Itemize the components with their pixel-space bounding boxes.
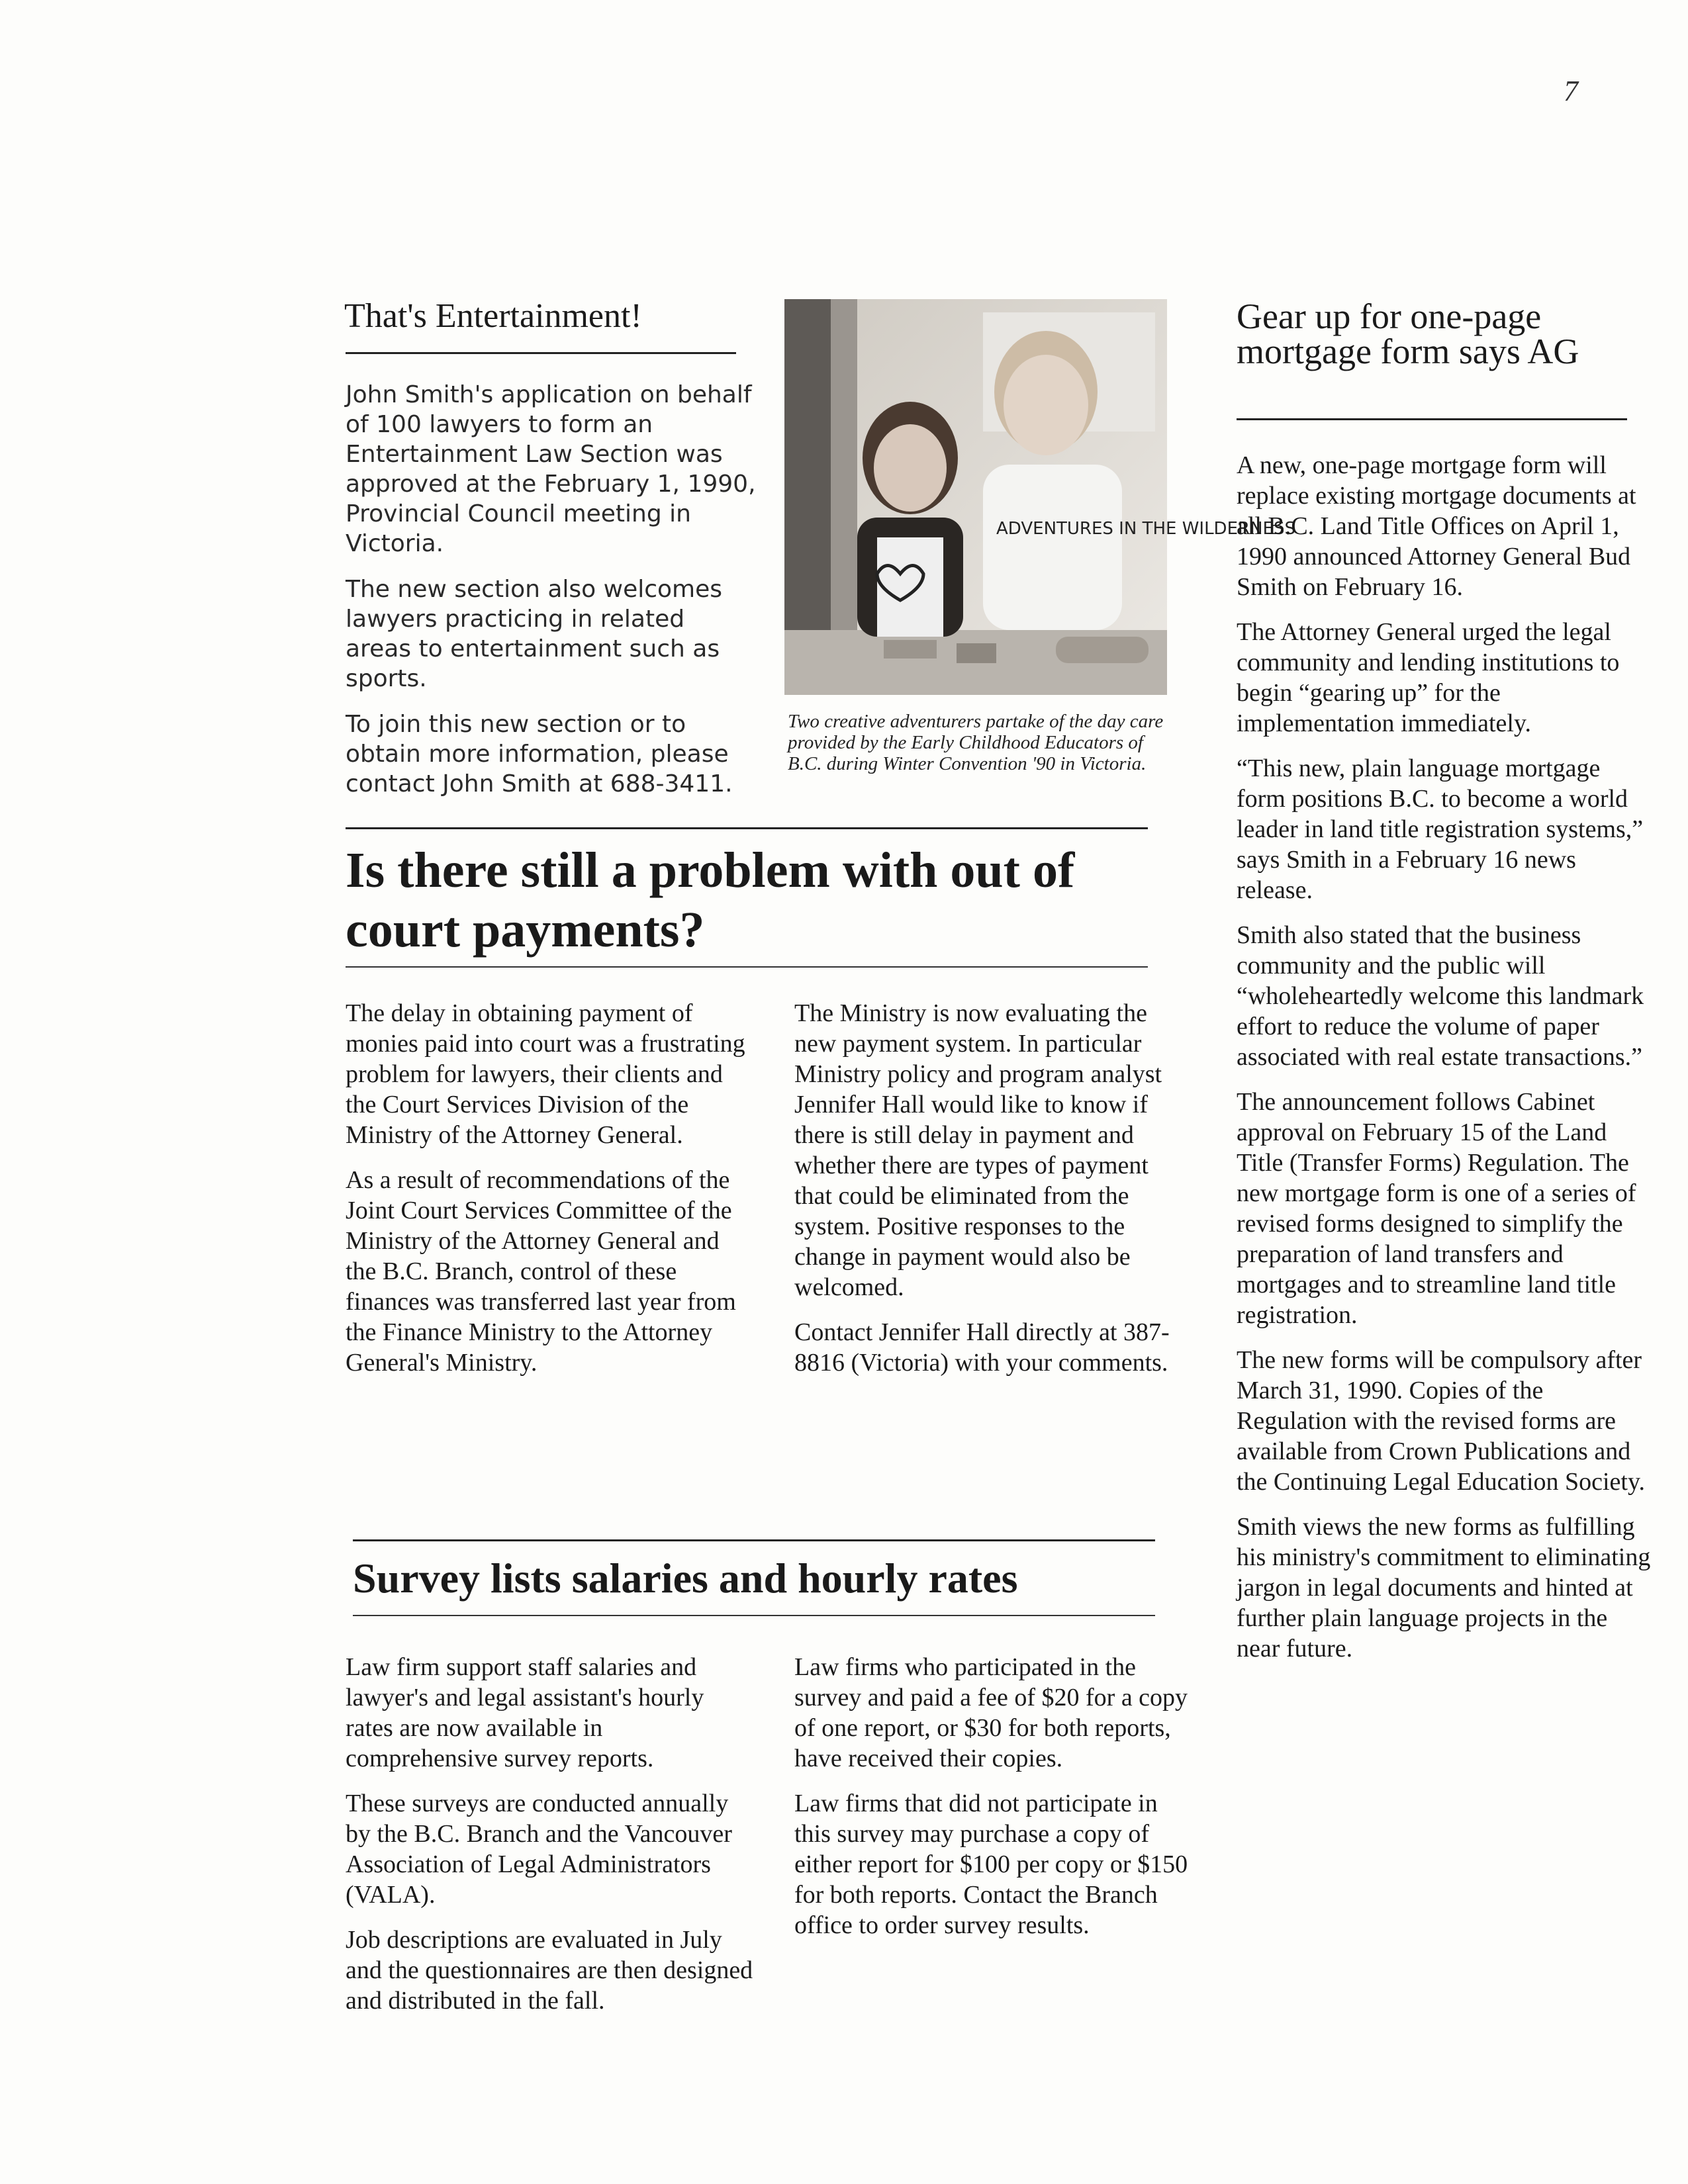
survey-top-rule bbox=[353, 1539, 1155, 1541]
court-top-rule bbox=[346, 827, 1148, 829]
entertainment-paragraph: The new section also welcomes lawyers practicing in related areas to entertainment such as sports. bbox=[346, 576, 723, 692]
survey-headline-rule bbox=[353, 1615, 1155, 1616]
mortgage-headline-rule bbox=[1237, 418, 1627, 420]
mortgage-article bbox=[1237, 450, 1654, 1678]
survey-paragraph: These surveys are conducted annually by the B.C. Branch and the Vancouver Association of Legal Administrators (VALA). bbox=[346, 1790, 732, 1909]
survey-paragraph: Job descriptions are evaluated in July and the questionnaires are then designed and distributed in the fall. bbox=[346, 1926, 753, 2015]
mortgage-paragraph: The Attorney General urged the legal community and lending institutions to begin “gearing up” for the implementation immediately. bbox=[1237, 618, 1620, 737]
mortgage-paragraph: A new, one-page mortgage form will replace existing mortgage documents at all B.C. Land Title Offices on April 1, 1990 announced Attorney General Bud Smith on February 16. bbox=[1237, 451, 1636, 601]
survey-column-1 bbox=[346, 1652, 756, 2030]
mortgage-paragraph: Smith views the new forms as fulfilling his ministry's commitment to eliminating jargon in legal documents and hinted at further plain language projects in the near future. bbox=[1237, 1513, 1651, 1662]
shirt-print: ADVENTURES IN THE WILDERNESS bbox=[996, 519, 1295, 539]
survey-column-2 bbox=[794, 1652, 1192, 1955]
survey-paragraph: Law firms that did not participate in this survey may purchase a copy of either report for $100 per copy or $150 for both reports. Contact the Branch office to order survey results. bbox=[794, 1790, 1188, 1939]
mortgage-paragraph: Smith also stated that the business community and the public will “wholeheartedly welcome this landmark effort to reduce the volume of paper associated with real estate transactions.” bbox=[1237, 921, 1644, 1071]
survey-paragraph: Law firms who participated in the survey and paid a fee of $20 for a copy of one report, or $30 for both reports, have received their copies. bbox=[794, 1653, 1188, 1772]
mortgage-paragraph: The announcement follows Cabinet approval on February 15 of the Land Title (Transfer Forms) Regulation. The new mortgage form is one of a series of revised forms designed to simplify the preparation of land transfers and mortgages and to streamline land title registration. bbox=[1237, 1088, 1636, 1329]
court-headline-rule bbox=[346, 966, 1148, 968]
photo-caption: Two creative adventurers partake of the day care provided by the Early Childhood Educators of B.C. during Winter Convention '90 in Victoria. bbox=[788, 711, 1164, 774]
children-illustration bbox=[784, 299, 1295, 695]
entertainment-article bbox=[346, 380, 756, 799]
entertainment-headline: That's Entertainment! bbox=[344, 297, 642, 335]
court-column-2 bbox=[794, 998, 1192, 1392]
court-paragraph: Contact Jennifer Hall directly at 387-8816 (Victoria) with your comments. bbox=[794, 1318, 1170, 1377]
survey-headline: Survey lists salaries and hourly rates bbox=[353, 1555, 1018, 1602]
court-paragraph: The Ministry is now evaluating the new payment system. In particular Ministry policy and program analyst Jennifer Hall would like to know if there is still delay in payment and whether there are types of payment that could be eliminated from the system. Positive responses to the change in payment would also be welcomed. bbox=[794, 999, 1162, 1301]
entertainment-headline-rule bbox=[346, 352, 736, 354]
survey-paragraph: Law firm support staff salaries and lawyer's and legal assistant's hourly rates are now available in comprehensive survey reports. bbox=[346, 1653, 704, 1772]
court-paragraph: The delay in obtaining payment of monies paid into court was a frustrating problem for lawyers, their clients and the Court Services Division of the Ministry of the Attorney General. bbox=[346, 999, 745, 1149]
court-payments-headline: Is there still a problem with out of court payments? bbox=[346, 842, 1075, 958]
court-paragraph: As a result of recommendations of the Joint Court Services Committee of the Ministry of the Attorney General and the B.C. Branch, control of these finances was transferred last year from the Finance Ministry to the Attorney General's Ministry. bbox=[346, 1166, 736, 1377]
page-number: 7 bbox=[1564, 75, 1578, 107]
mortgage-paragraph: “This new, plain language mortgage form positions B.C. to become a world leader in land title registration systems,” says Smith in a February 16 news release. bbox=[1237, 754, 1644, 904]
entertainment-paragraph: John Smith's application on behalf of 100 lawyers to form an Entertainment Law Section was approved at the February 1, 1990, Provincial Council meeting in Victoria. bbox=[346, 381, 756, 557]
mortgage-paragraph: The new forms will be compulsory after March 31, 1990. Copies of the Regulation with the revised forms are available from Crown Publications and the Continuing Legal Education Society. bbox=[1237, 1346, 1646, 1496]
court-column-1 bbox=[346, 998, 756, 1392]
mortgage-headline: Gear up for one-page mortgage form says AG bbox=[1237, 296, 1579, 371]
daycare-photo bbox=[784, 299, 1295, 695]
entertainment-paragraph: To join this new section or to obtain more information, please contact John Smith at 688-3411. bbox=[346, 711, 733, 797]
